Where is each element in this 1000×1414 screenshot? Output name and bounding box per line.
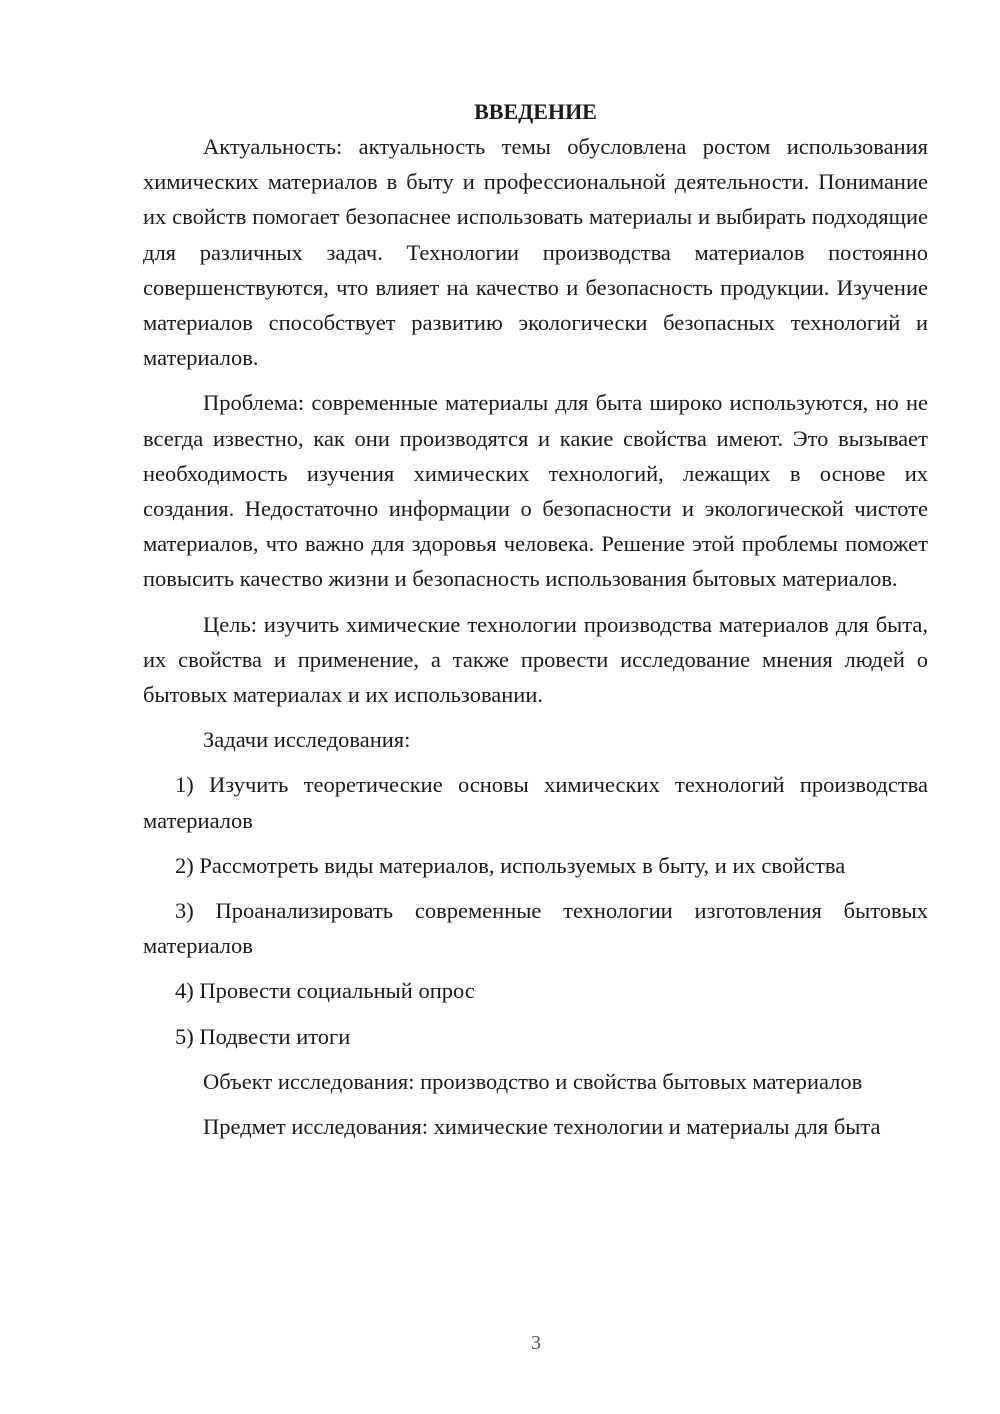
paragraph-goal: Цель: изучить химические технологии производства материалов для быта, их свойства и применение, а также провести исследование мнения людей о бытовых материалах и их использовании. [143,611,928,708]
paragraph-object: Объект исследования: производство и свойства бытовых материалов [203,1068,863,1094]
task-item-2: 2) Рассмотреть виды материалов, используемых в быту, и их свойства [175,852,846,878]
paragraph-problem: Проблема: современные материалы для быта широко используются, но не всегда известно, как они производятся и какие свойства имеют. Это вызывает необходимость изучения химических технологий, лежащих в основе их создания. Недостаточно информации о безопасности и экологической чистоте материалов, что важно для здоровья человека. Решение этой проблемы поможет повысить качество жизни и безопасность использования бытовых материалов. [143,390,928,592]
task-item-3: 3) Проанализировать современные технологии изготовления бытовых материалов [143,898,928,959]
section-title: ВВЕДЕНИЕ [474,99,597,124]
page-number: 3 [531,1332,541,1354]
paragraph-tasks-heading: Задачи исследования: [203,727,411,753]
task-item-5: 5) Подвести итоги [175,1023,351,1049]
task-item-4: 4) Провести социальный опрос [175,978,475,1004]
paragraph-relevance: Актуальность: актуальность темы обусловлена ростом использования химических материалов в быту и профессиональной деятельности. Понимание их свойств помогает безопаснее использовать материалы и выбирать подходящие для различных задач. Технологии производства материалов постоянно совершенствуются, что влияет на качество и безопасность продукции. Изучение материалов способствует развитию экологически безопасных технологий и материалов. [143,134,928,371]
page-content [143,94,928,1154]
task-item-1: 1) Изучить теоретические основы химических технологий производства материалов [143,772,928,833]
paragraph-subject: Предмет исследования: химические технологии и материалы для быта [203,1114,881,1140]
